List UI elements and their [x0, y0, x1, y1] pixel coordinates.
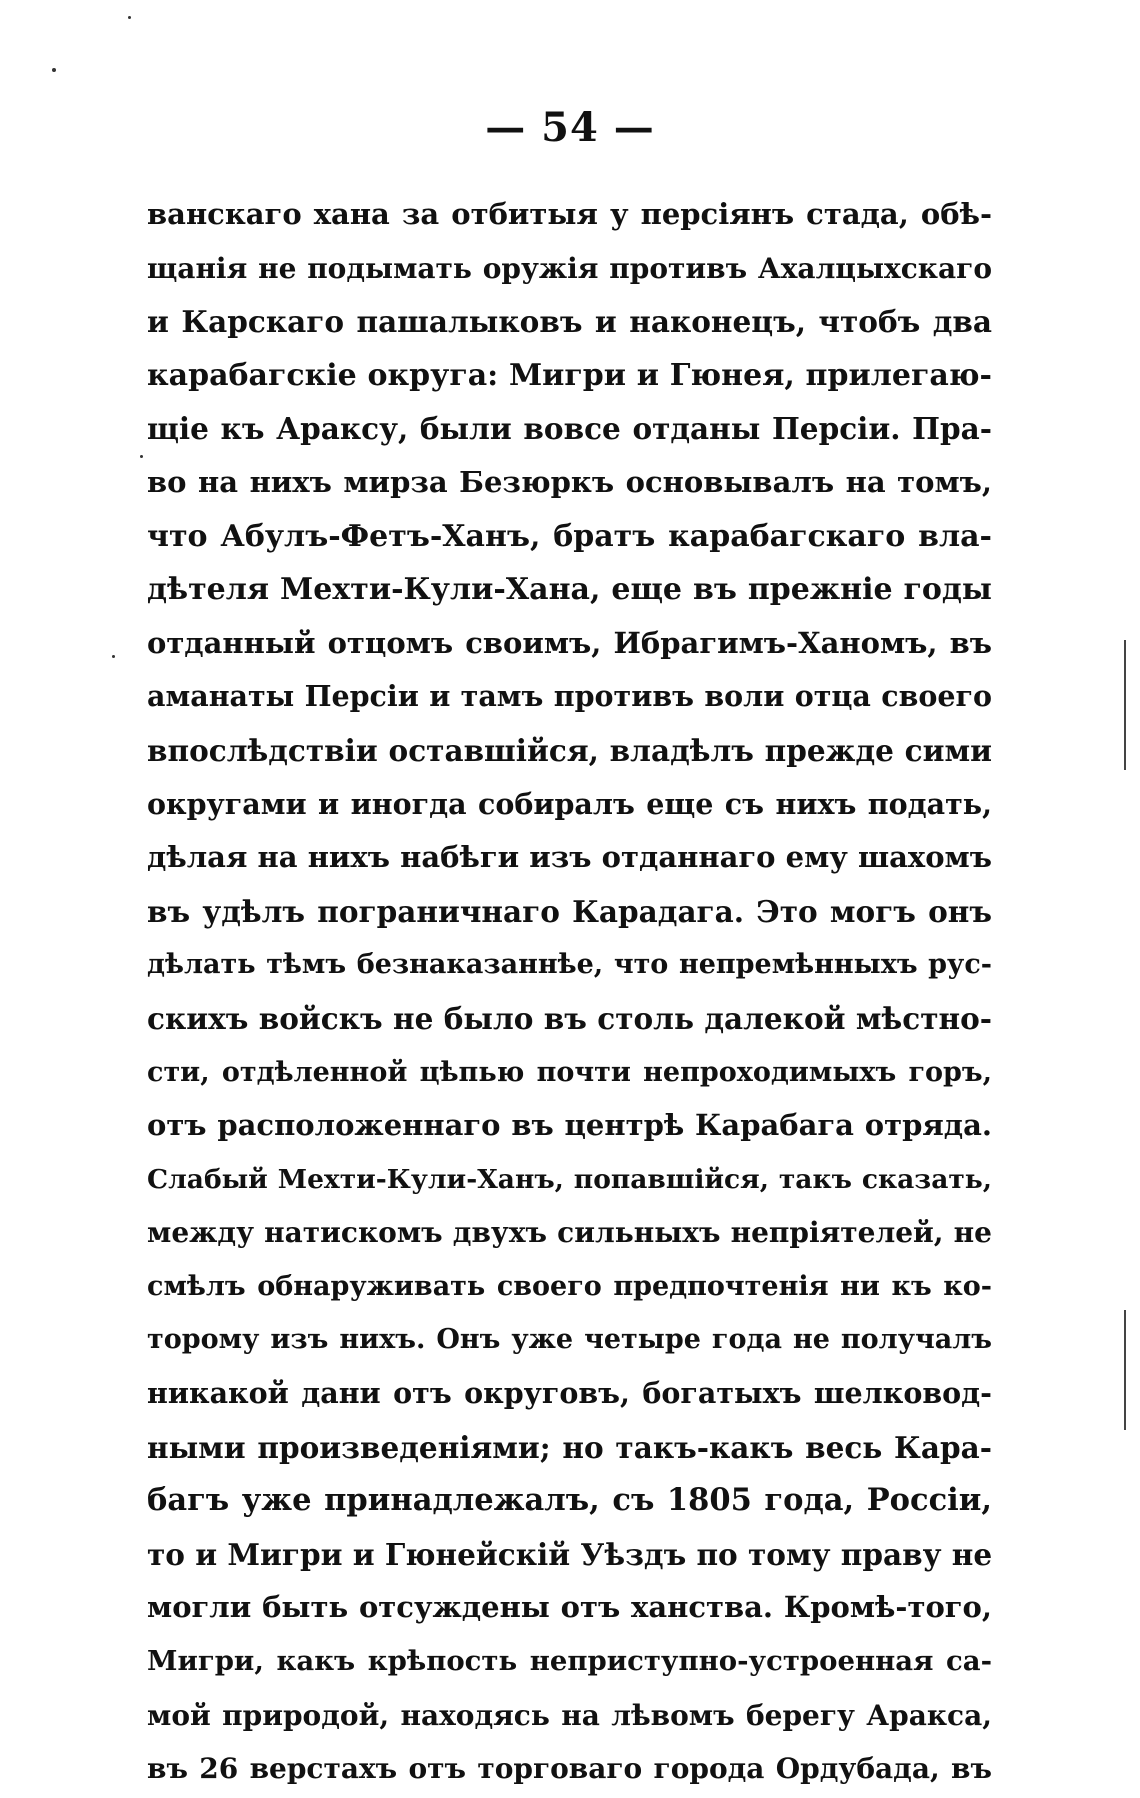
text-line: округами и иногда собиралъ еще съ нихъ подать,	[147, 786, 992, 821]
text-line: то и Мигри и Гюнейскій Уѣздъ по тому праву не	[147, 1536, 992, 1572]
page-number: — 54 —	[485, 104, 655, 151]
text-line: впослѣдствіи оставшійся, владѣлъ прежде сими	[147, 732, 992, 768]
text-line: дѣлать тѣмъ безнаказаннѣе, что непремѣнныхъ рус-	[147, 949, 992, 981]
margin-rule	[1124, 640, 1126, 770]
text-line: во на нихъ мирза Безюркъ основывалъ на томъ,	[147, 464, 992, 499]
text-line: и Карскаго пашалыковъ и наконецъ, чтобъ два	[147, 304, 992, 340]
text-line: Слабый Мехти-Кули-Ханъ, попавшійся, такъ сказать,	[147, 1163, 992, 1195]
text-line: скихъ войскъ не было въ столь далекой мѣстно-	[147, 1000, 992, 1036]
text-line: щанія не подымать оружія противъ Ахалцыхскаго	[147, 251, 992, 285]
text-line: въ удѣлъ пограничнаго Карадага. Это могъ онъ	[147, 893, 992, 929]
text-line: отданный отцомъ своимъ, Ибрагимъ-Ханомъ, въ	[147, 625, 992, 660]
text-line: что Абулъ-Фетъ-Ханъ, братъ карабагскаго вла-	[147, 518, 992, 554]
text-line: между натискомъ двухъ сильныхъ непріятелей, не	[147, 1216, 992, 1250]
body-text	[147, 188, 992, 1796]
text-line: ными произведеніями; но такъ-какъ весь Кара-	[147, 1429, 992, 1465]
text-line: мой природой, находясь на лѣвомъ берегу Аракса,	[147, 1698, 992, 1732]
text-line: Мигри, какъ крѣпость неприступно-устроенная са-	[147, 1645, 992, 1678]
text-line: дѣлая на нихъ набѣги изъ отданнаго ему шахомъ	[147, 840, 992, 875]
ink-speck	[140, 455, 143, 458]
text-line: смѣлъ обнаруживать своего предпочтенія ни къ ко-	[147, 1270, 992, 1302]
ink-speck	[112, 655, 115, 658]
text-line: торому изъ нихъ. Онъ уже четыре года не получалъ	[147, 1324, 992, 1356]
text-line: могли быть отсуждены отъ ханства. Кромѣ-того,	[147, 1590, 992, 1625]
text-line: дѣтеля Мехти-Кули-Хана, еще въ прежніе годы	[147, 572, 992, 608]
text-line: сти, отдѣленной цѣпью почти непроходимыхъ горъ,	[147, 1056, 992, 1088]
text-line: ванскаго хана за отбитыя у персіянъ стада, обѣ-	[147, 197, 992, 231]
text-line: въ 26 верстахъ отъ торговаго города Ордубада, въ	[147, 1752, 992, 1786]
text-line: щіе къ Араксу, были вовсе отданы Персіи. Пра-	[147, 411, 992, 447]
ink-speck	[128, 16, 131, 19]
margin-rule	[1124, 1310, 1126, 1430]
text-line: никакой дани отъ округовъ, богатыхъ шелковод-	[147, 1376, 992, 1411]
text-line: багъ уже принадлежалъ, съ 1805 года, Россіи,	[147, 1482, 992, 1519]
text-line: отъ расположеннаго въ центрѣ Карабага отряда.	[147, 1108, 992, 1143]
text-line: аманаты Персіи и тамъ противъ воли отца своего	[147, 679, 992, 714]
text-line: карабагскіе округа: Мигри и Гюнея, прилегаю-	[147, 357, 992, 393]
ink-speck	[52, 68, 56, 72]
